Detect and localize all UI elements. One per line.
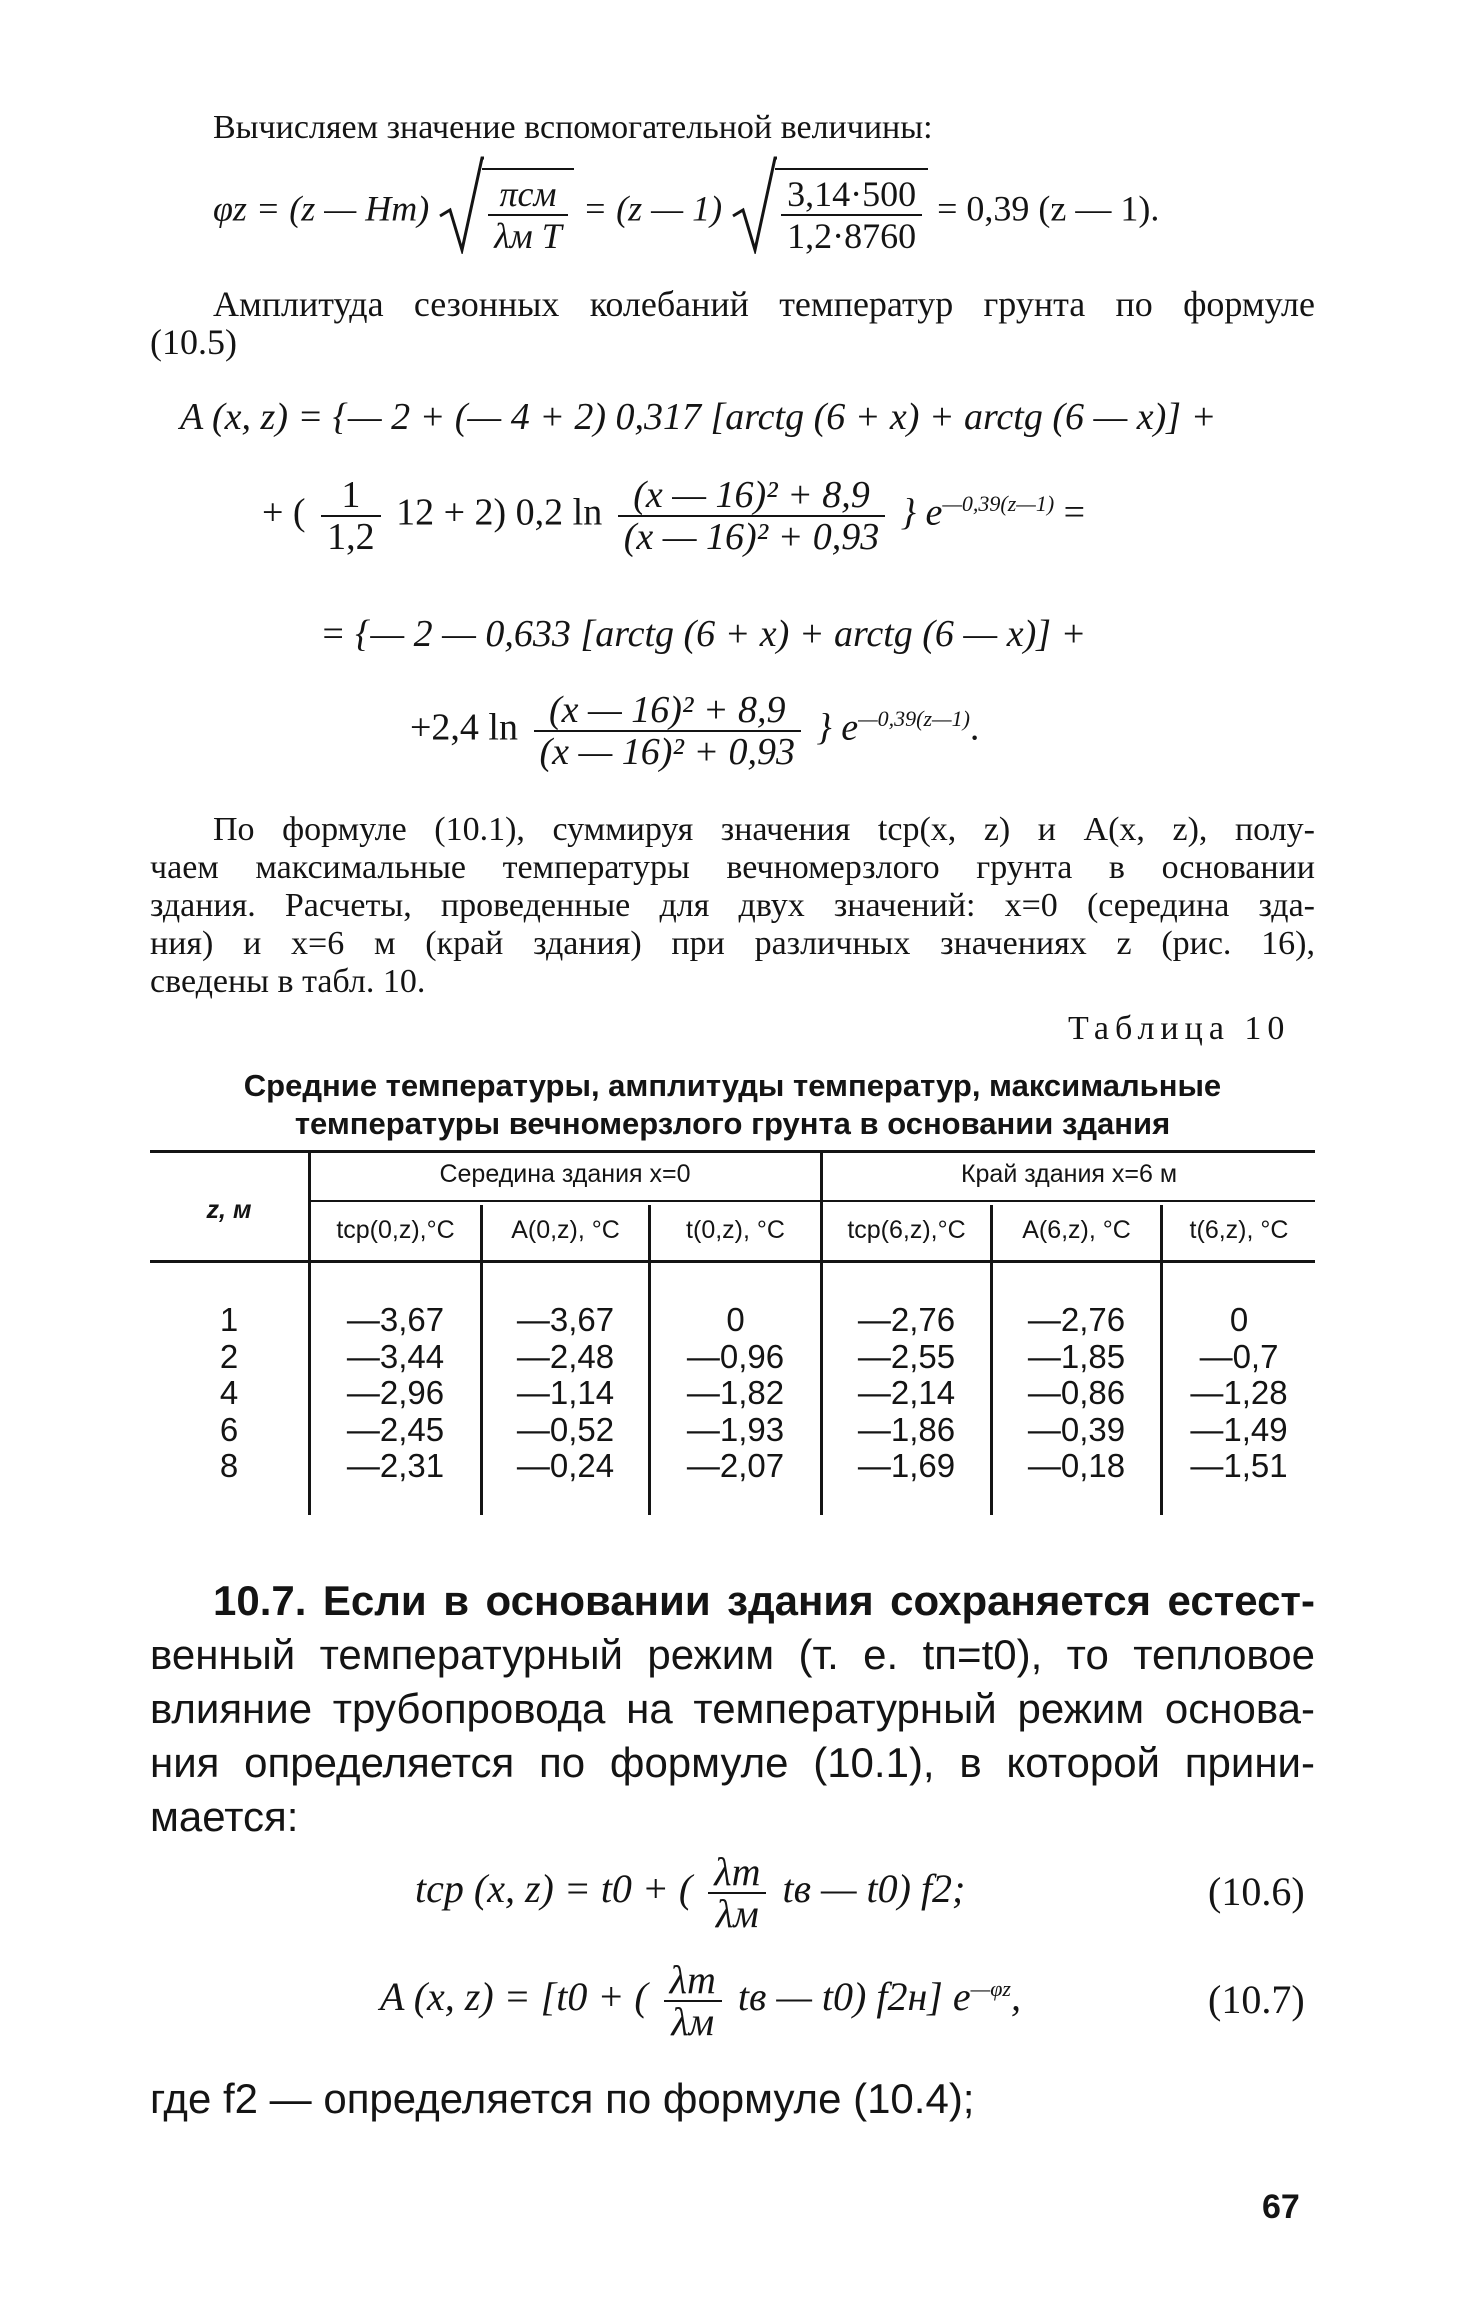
amp-l4-b: } e xyxy=(816,706,859,749)
eq106-frac-den: λм xyxy=(715,1891,759,1936)
amp-l2-frac-num: 1 xyxy=(321,475,381,517)
table-z-header: z, м xyxy=(206,1196,252,1224)
frac2-num: 3,14·500 xyxy=(781,174,922,216)
table-cell: —2,76 xyxy=(1027,1301,1126,1338)
amp-formula-line4 xyxy=(410,690,979,772)
table-group1-header: Середина здания x=0 xyxy=(439,1160,691,1188)
eq107-frac-num: λт xyxy=(664,1960,722,2002)
amp-formula-line3: = {— 2 — 0,633 [arctg (6 + x) + arctg (6 — x)] + xyxy=(320,613,1087,655)
amp-l4-frac-num: (x — 16)² + 8,9 xyxy=(534,690,802,732)
table-column-z xyxy=(150,1302,308,1485)
table-column-t-6 xyxy=(1163,1302,1315,1485)
table-col-header-5: A(6,z), °C xyxy=(1022,1216,1131,1244)
phi-result: = 0,39 (z — 1). xyxy=(937,188,1160,229)
amp-l4-a: +2,4 ln xyxy=(410,706,518,749)
table-cell: 8 xyxy=(219,1447,239,1484)
table-group-rule xyxy=(310,1200,1315,1202)
table-cell: —0,96 xyxy=(686,1337,785,1375)
page-number: 67 xyxy=(1262,2188,1300,2226)
para2-line2: чаем максимальные температуры вечномерзлого грунта в основании xyxy=(150,849,1315,886)
amp-l2-d: = xyxy=(1054,491,1086,534)
eq106-frac-num: λт xyxy=(708,1852,766,1894)
sqrt-1 xyxy=(438,168,574,256)
table-cell: —0,86 xyxy=(1027,1374,1126,1411)
amp-formula-line1: A (x, z) = {— 2 + (— 4 + 2) 0,317 [arctg (6 + x) + arctg (6 — x)] + xyxy=(180,396,1217,438)
table-cell: —1,86 xyxy=(857,1410,956,1448)
table-cell: 6 xyxy=(219,1410,239,1448)
equation-10-6-number: (10.6) xyxy=(1208,1869,1305,1914)
table-caption: Таблица 10 xyxy=(1068,1010,1291,1047)
phi-formula xyxy=(213,168,1159,256)
table-cell: —1,51 xyxy=(1190,1447,1288,1484)
amp-l4-exp: —0,39(z—1) xyxy=(858,706,970,732)
table-cell: —2,76 xyxy=(857,1301,956,1338)
eq107-lhs: A (x, z) = [t0 + ( xyxy=(380,1974,648,2020)
para2-line4: ния) и x=6 м (край здания) при различных значениях z (рис. 16), xyxy=(150,925,1315,962)
sqrt-2 xyxy=(731,168,928,256)
table-column-tcp-6 xyxy=(823,1302,990,1485)
amp-text-line1: Амплитуда сезонных колебаний температур грунта по формуле xyxy=(213,284,1315,324)
table-cell: —1,93 xyxy=(686,1410,785,1448)
eq106-rhs: tв — t0) f2; xyxy=(782,1866,966,1912)
table-cell: 0 xyxy=(726,1301,745,1338)
para2-line1: По формуле (10.1), суммируя значения tср(x, z) и A(x, z), полу- xyxy=(213,811,1315,848)
table-cell: 4 xyxy=(219,1374,239,1411)
equation-10-7 xyxy=(380,1957,1021,2044)
frac1-den: λм T xyxy=(494,216,562,256)
eq106-lhs: tср (x, z) = t0 + ( xyxy=(415,1866,693,1912)
table-cell: —1,85 xyxy=(1027,1337,1126,1375)
table-cell: —3,67 xyxy=(346,1301,445,1338)
frac2-den: 1,2·8760 xyxy=(787,216,917,256)
table-cell: —1,14 xyxy=(516,1374,615,1411)
table-cell: —1,28 xyxy=(1190,1374,1288,1411)
table-cell: —2,14 xyxy=(857,1374,956,1411)
phi-lhs: φz = (z — Hт) xyxy=(213,188,430,229)
section-line1 xyxy=(213,1574,1315,1628)
amp-text-line2: (10.5) xyxy=(150,322,237,362)
table-cell: —1,49 xyxy=(1190,1410,1288,1448)
amp-l2-frac2-num: (x — 16)² + 8,9 xyxy=(618,475,886,517)
table-cell: —1,82 xyxy=(686,1374,785,1411)
section-line1-text: 10.7. Если в основании здания сохраняется естест- xyxy=(213,1577,1315,1624)
table-col-header-3: t(0,z), °C xyxy=(686,1216,785,1244)
table-cell: —2,45 xyxy=(346,1410,445,1448)
table-cell: —0,39 xyxy=(1027,1410,1126,1448)
table-cell: 1 xyxy=(219,1301,239,1338)
table-cell: —2,96 xyxy=(346,1374,445,1411)
where-line: где f2 — определяется по формуле (10.4); xyxy=(150,2075,975,2122)
table-column-a-6 xyxy=(993,1302,1160,1485)
table-title-line2: температуры вечномерзлого грунта в основании здания xyxy=(294,1106,1171,1141)
phi-eq1: = (z — 1) xyxy=(582,188,723,229)
amp-formula-line2 xyxy=(262,475,1085,557)
table-group2-header: Край здания x=6 м xyxy=(960,1160,1178,1188)
radical-sign-icon xyxy=(438,154,484,254)
table-cell: —0,18 xyxy=(1027,1447,1126,1484)
amp-l2-b: 12 + 2) 0,2 ln xyxy=(396,491,603,534)
table-col-header-1: tср(0,z),°C xyxy=(336,1216,455,1244)
table-col-header-6: t(6,z), °C xyxy=(1189,1216,1289,1244)
table-cell: —3,44 xyxy=(346,1337,445,1375)
frac1-num: πcм xyxy=(488,174,568,216)
para2-line3: здания. Расчеты, проведенные для двух значений: x=0 (середина зда- xyxy=(150,887,1315,924)
table-header-rule xyxy=(150,1260,1315,1263)
table-column-tcp-0 xyxy=(311,1302,480,1485)
amp-l4-c: . xyxy=(969,706,980,749)
amp-l4-frac-den: (x — 16)² + 0,93 xyxy=(539,731,795,773)
amp-l2-a: + ( xyxy=(262,491,306,534)
section-line4: ния определяется по формуле (10.1), в которой прини- xyxy=(150,1739,1315,1786)
intro-text: Вычисляем значение вспомогательной величины: xyxy=(213,109,933,146)
para2-line5: сведены в табл. 10. xyxy=(150,963,426,1000)
table-column-t-0 xyxy=(651,1302,820,1485)
table-cell: —0,24 xyxy=(516,1447,615,1484)
eq107-frac-den: λм xyxy=(671,1999,715,2044)
table-cell: —2,48 xyxy=(516,1337,615,1375)
eq107-exp: —φz xyxy=(970,1975,1011,2001)
section-line5: мается: xyxy=(150,1793,299,1840)
table-title-line1: Средние температуры, амплитуды температур, максимальные xyxy=(243,1068,1222,1103)
eq107-tail: , xyxy=(1010,1974,1021,2020)
radical-sign-icon xyxy=(731,154,777,254)
table-col-header-4: tср(6,z),°C xyxy=(847,1216,966,1244)
table-cell: —2,55 xyxy=(857,1337,956,1375)
table-cell: —2,07 xyxy=(686,1447,785,1484)
table-top-rule xyxy=(150,1150,1315,1153)
table-cell: —2,31 xyxy=(346,1447,445,1484)
table-col-header-2: A(0,z), °C xyxy=(511,1216,620,1244)
amp-l2-frac2-den: (x — 16)² + 0,93 xyxy=(623,516,880,558)
table-cell: —1,69 xyxy=(857,1447,956,1484)
amp-l2-exp: —0,39(z—1) xyxy=(942,491,1055,517)
table-cell: —0,7 xyxy=(1199,1337,1279,1375)
table-cell: 0 xyxy=(1229,1301,1249,1338)
table-cell: —3,67 xyxy=(516,1301,615,1338)
table-cell: 2 xyxy=(219,1337,239,1375)
section-line2: венный температурный режим (т. е. tп=t0), то тепловое xyxy=(150,1631,1315,1678)
eq107-rhs: tв — t0) f2н] e xyxy=(737,1974,971,2020)
table-cell: —0,52 xyxy=(516,1410,615,1448)
amp-l2-c: } e xyxy=(900,491,943,534)
equation-10-6 xyxy=(415,1849,966,1936)
equation-10-7-number: (10.7) xyxy=(1208,1977,1305,2022)
section-line3: влияние трубопровода на температурный режим основа- xyxy=(150,1685,1315,1732)
amp-l2-frac-den: 1,2 xyxy=(327,516,375,558)
table-column-a-0 xyxy=(483,1302,648,1485)
